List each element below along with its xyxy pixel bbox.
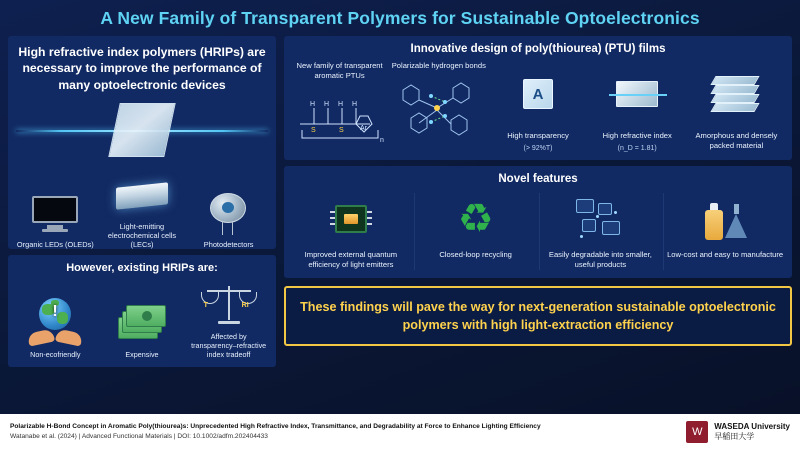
scale-left-label: T — [203, 302, 208, 310]
design-item-transparency — [490, 61, 585, 152]
device-oled-caption: Organic LEDs (OLEDs) — [16, 240, 94, 250]
issue-non-ecofriendly — [15, 297, 95, 359]
lead-statement: High refractive index polymers (HRIPs) are necessary to improve the performance of many optoelectronic devices — [18, 45, 266, 92]
svg-text:H: H — [323, 100, 329, 108]
ptu-design-panel — [284, 36, 792, 160]
brand-name-jp: 早稲田大学 — [714, 432, 755, 441]
layered-stack — [713, 61, 759, 127]
citation-line2: Watanabe et al. (2024) | Advanced Functional Materials | DOI: 10.1002/adfm.202404433 — [10, 433, 268, 440]
svg-text:n: n — [379, 136, 384, 144]
brand-name-en: WASEDA University — [714, 422, 790, 431]
issue-tradeoff-caption: Affected by transparency–refractive index tradeoff — [191, 332, 267, 360]
novel-features-panel — [284, 166, 792, 278]
monitor-icon — [32, 192, 78, 236]
feature-low-cost-caption: Low-cost and easy to manufacture — [667, 249, 784, 259]
transparency-swatch — [523, 61, 553, 127]
design-item-refractive-index — [590, 61, 685, 152]
transparent-film — [108, 103, 175, 157]
scale-right-label: RI — [241, 302, 249, 310]
left-column — [8, 36, 276, 414]
svg-text:H: H — [309, 100, 315, 108]
issues-row — [8, 277, 276, 367]
device-photodetector — [187, 192, 271, 249]
issue-expensive-caption: Expensive — [125, 350, 159, 360]
recycle-glyph: ♻ — [457, 196, 494, 241]
balance-scale-icon — [201, 279, 257, 327]
hrip-issues-panel — [8, 255, 276, 367]
recycle-icon — [458, 193, 494, 245]
design-item-refractive-index-caption: High refractive index — [602, 131, 672, 140]
money-icon — [116, 297, 168, 345]
feature-low-cost — [663, 193, 786, 270]
design-item-hydrogen-bonds-caption: Polarizable hydrogen bonds — [391, 61, 486, 70]
design-item-refractive-index-value: (n_D = 1.81) — [617, 144, 657, 152]
main-content — [0, 36, 800, 414]
waseda-mark-icon: W — [686, 421, 708, 443]
chip-icon — [329, 193, 373, 245]
feature-recycling — [414, 193, 537, 270]
conclusion-box: These findings will pave the way for next-generation sustainable optoelectronic polymers with high light-extraction efficiency — [284, 286, 792, 347]
device-photodetector-caption: Photodetectors — [203, 240, 254, 250]
refractive-index-film — [616, 61, 658, 127]
brand-logo — [686, 421, 790, 443]
aromatic-ptu-structure — [294, 85, 386, 151]
issue-expensive — [102, 297, 182, 359]
design-heading: Innovative design of poly(thiourea) (PTU) films — [410, 43, 666, 55]
right-column — [284, 36, 792, 414]
feature-quantum-efficiency-caption: Improved external quantum efficiency of light emitters — [304, 249, 398, 269]
feature-degradation-caption: Easily degradable into smaller, useful products — [548, 249, 652, 269]
device-lec-caption: Light-emitting electrochemical cells (LECs) — [107, 221, 177, 250]
issue-non-ecofriendly-caption: Non-ecofriendly — [30, 350, 81, 360]
globe-in-hands-icon: ! — [29, 297, 81, 345]
design-item-transparency-caption: High transparency — [507, 131, 569, 140]
feature-recycling-caption: Closed-loop recycling — [439, 249, 512, 259]
issue-tradeoff — [189, 279, 269, 359]
hydrogen-bond-diagram — [393, 75, 485, 141]
design-item-aromatic-ptu — [292, 61, 387, 151]
design-item-hydrogen-bonds — [391, 61, 486, 141]
feature-degradation — [539, 193, 662, 270]
photodetector-icon — [206, 192, 252, 236]
title-bar — [0, 0, 800, 36]
transparency-glyph: A — [523, 79, 553, 109]
citation — [10, 422, 541, 442]
design-item-amorphous — [689, 61, 784, 151]
design-items-row — [284, 59, 792, 160]
design-item-amorphous-caption: Amorphous and densely packed material — [695, 131, 778, 150]
svg-text:Ar: Ar — [359, 124, 367, 132]
device-lec — [100, 174, 184, 250]
feature-quantum-efficiency — [290, 193, 412, 270]
svg-text:H: H — [351, 100, 357, 108]
citation-line1: Polarizable H-Bond Concept in Aromatic Poly(thiourea)s: Unprecedented High Refractive Index, Transmittance, and Degradability at Force to Enhance Lighting Efficiency — [10, 423, 541, 431]
polymer-film-illustration — [8, 97, 276, 163]
svg-text:H: H — [337, 100, 343, 108]
issues-heading: However, existing HRIPs are: — [66, 262, 218, 275]
hrip-need-panel — [8, 36, 276, 249]
design-item-transparency-value: (> 92%T) — [523, 144, 553, 152]
features-row — [284, 189, 792, 278]
features-heading: Novel features — [498, 172, 578, 185]
svg-text:S: S — [310, 126, 316, 134]
degradation-icon — [574, 193, 626, 245]
light-strip-icon — [116, 174, 168, 218]
device-oled — [13, 192, 97, 249]
footer — [0, 414, 800, 450]
device-row — [8, 163, 276, 249]
page-title: A New Family of Transparent Polymers for Sustainable Optoelectronics — [100, 7, 700, 28]
svg-text:S: S — [338, 126, 344, 134]
design-item-aromatic-ptu-caption: New family of transparent aromatic PTUs — [296, 61, 383, 80]
low-cost-icon — [701, 193, 749, 245]
